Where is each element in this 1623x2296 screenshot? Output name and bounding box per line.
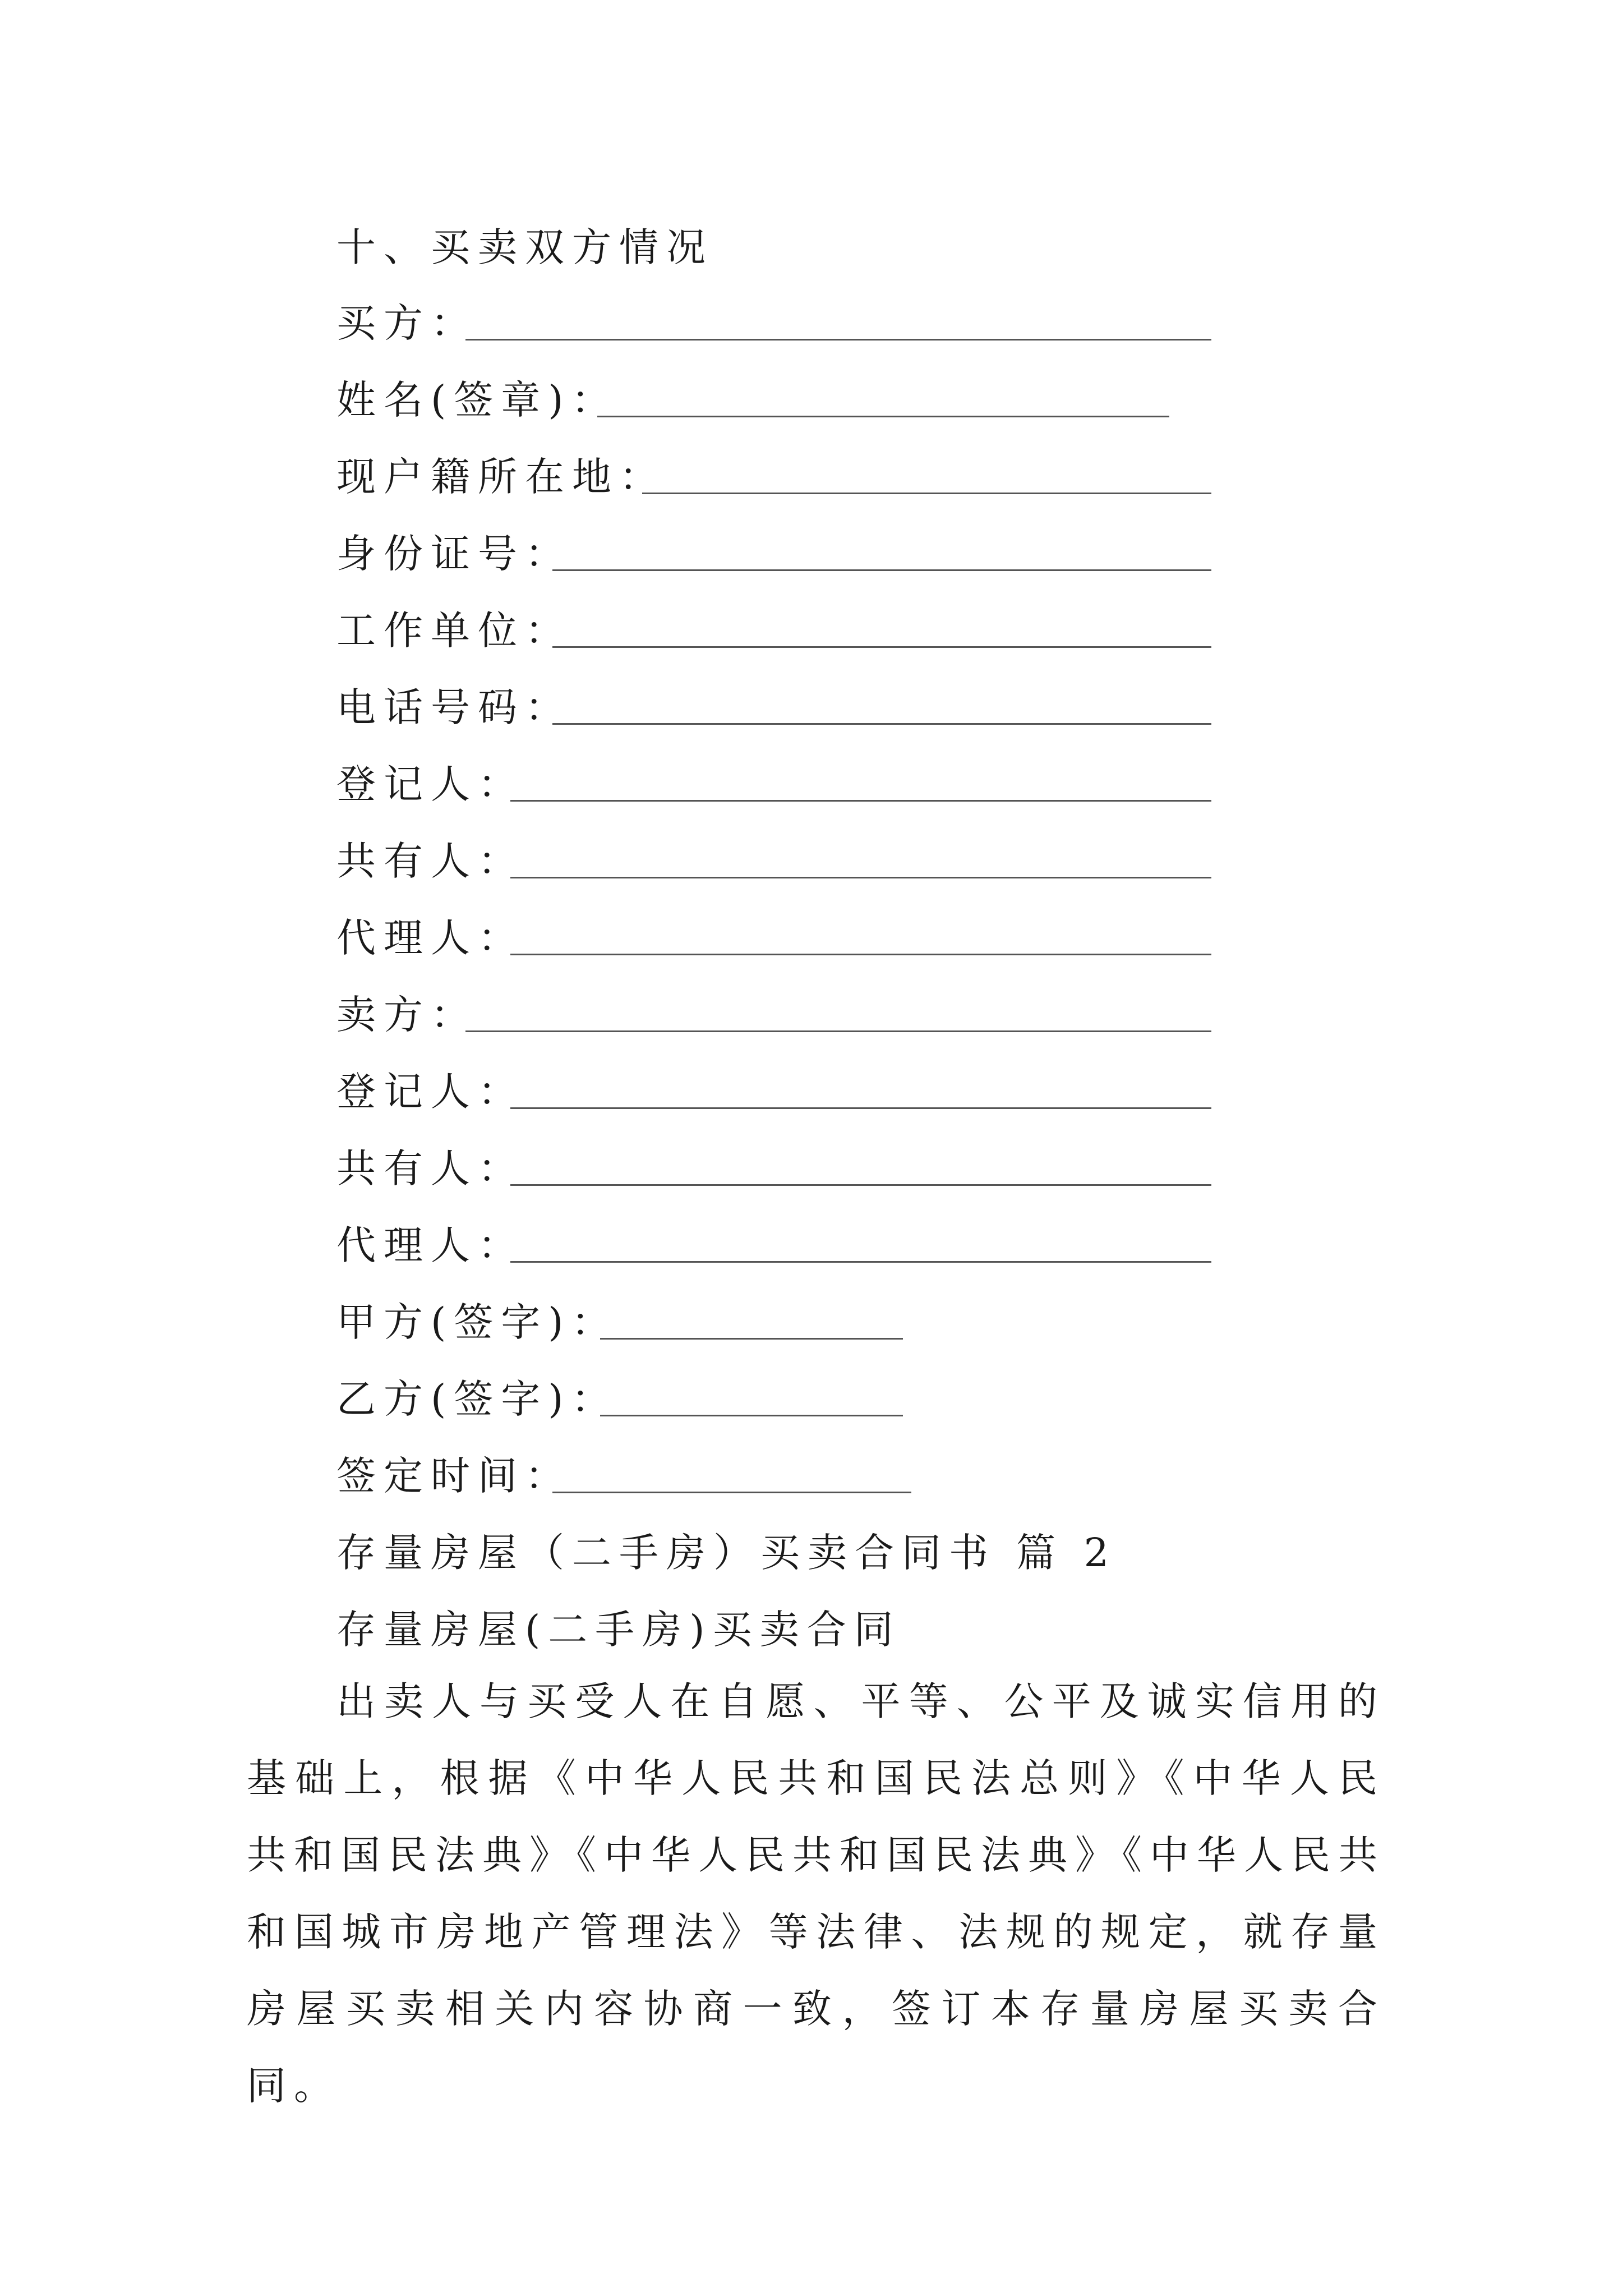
buyer-blank[interactable] bbox=[465, 339, 1211, 341]
seller-agent-label: 代理人： bbox=[336, 1222, 525, 1268]
buyer-phone-blank[interactable] bbox=[552, 723, 1211, 725]
buyer-registrant-label: 登记人： bbox=[336, 761, 525, 807]
buyer-employer-label: 工作单位： bbox=[336, 607, 572, 654]
seller-agent-blank[interactable] bbox=[510, 1261, 1211, 1263]
contract-intro-paragraph: 出卖人与买受人在自愿、平等、公平及诚实信用的基础上，根据《中华人民共和国民法总则》《中华人民共和国民法典》《中华人民共和国民法典》《中华人民共和国城市房地产管理法》等法律、法规的规定，就存量房屋买卖相关内容协商一致，签订本存量房屋买卖合同。 bbox=[247, 1678, 1385, 2109]
buyer-name-sign-label: 姓名(签章)： bbox=[336, 376, 619, 423]
contract-title: 存量房屋(二手房)买卖合同 bbox=[336, 1606, 901, 1653]
party-b-sign-label: 乙方(签字)： bbox=[336, 1375, 619, 1422]
party-a-sign-label: 甲方(签字)： bbox=[336, 1299, 619, 1345]
seller-label: 卖方： bbox=[336, 991, 478, 1038]
part2-heading: 存量房屋（二手房）买卖合同书 篇 2 bbox=[336, 1529, 1117, 1576]
sign-date-blank[interactable] bbox=[552, 1492, 911, 1493]
seller-co-owner-blank[interactable] bbox=[510, 1184, 1211, 1186]
party-b-sign-blank[interactable] bbox=[600, 1415, 903, 1416]
buyer-id-label: 身份证号： bbox=[336, 530, 572, 577]
buyer-registrant-blank[interactable] bbox=[510, 800, 1211, 802]
section-heading: 十、买卖双方情况 bbox=[336, 224, 713, 270]
party-a-sign-blank[interactable] bbox=[600, 1338, 903, 1340]
buyer-residence-blank[interactable] bbox=[642, 493, 1211, 494]
buyer-agent-label: 代理人： bbox=[336, 914, 525, 961]
buyer-co-owner-blank[interactable] bbox=[510, 877, 1211, 878]
buyer-agent-blank[interactable] bbox=[510, 954, 1211, 955]
buyer-phone-label: 电话号码： bbox=[336, 684, 572, 730]
buyer-employer-blank[interactable] bbox=[552, 646, 1211, 648]
buyer-id-blank[interactable] bbox=[552, 569, 1211, 571]
buyer-co-owner-label: 共有人： bbox=[336, 838, 525, 884]
sign-date-label: 签定时间： bbox=[336, 1452, 572, 1499]
seller-registrant-blank[interactable] bbox=[510, 1107, 1211, 1109]
buyer-residence-label: 现户籍所在地： bbox=[336, 453, 666, 500]
seller-co-owner-label: 共有人： bbox=[336, 1145, 525, 1191]
seller-registrant-label: 登记人： bbox=[336, 1068, 525, 1115]
buyer-label: 买方： bbox=[336, 300, 478, 346]
buyer-name-sign-blank[interactable] bbox=[597, 416, 1169, 417]
seller-blank[interactable] bbox=[465, 1030, 1211, 1032]
